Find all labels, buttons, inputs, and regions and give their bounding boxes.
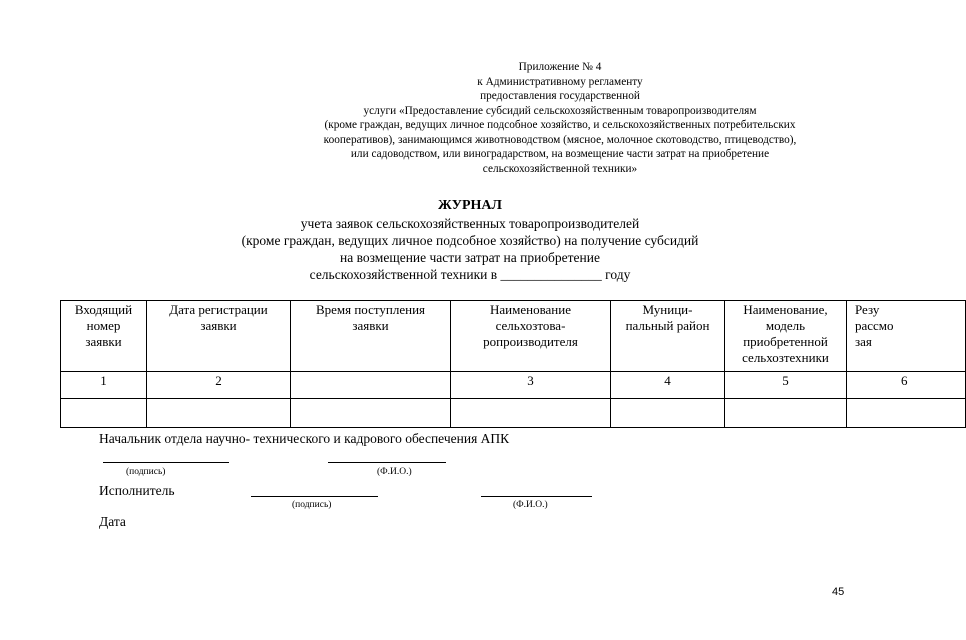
- header-line: Резу: [855, 302, 880, 317]
- appendix-line: (кроме граждан, ведущих личное подсобное хозяйство, и сельскохозяйственных потребительских: [324, 119, 796, 131]
- appendix-line: услуги «Предоставление субсидий сельскохозяйственным товаропроизводителям: [363, 104, 757, 117]
- fio-caption: (Ф.И.О.): [377, 467, 412, 477]
- header-line: заявки: [200, 318, 237, 333]
- header-line: рассмо: [855, 318, 894, 333]
- table-cell: [847, 399, 966, 428]
- appendix-line: сельскохозяйственной техники»: [482, 162, 638, 175]
- header-line: сельхозтова-: [495, 318, 566, 333]
- table-cell: [291, 399, 451, 428]
- table-cell: [61, 399, 147, 428]
- header-line: номер: [86, 318, 121, 333]
- column-number-cell: 3: [451, 372, 611, 399]
- header-line: Время поступления: [315, 302, 426, 317]
- table-cell: [451, 399, 611, 428]
- page-number: 45: [832, 586, 845, 598]
- column-number-cell: 1: [61, 372, 147, 399]
- journal-subtitle-line: на возмещение части затрат на приобретение: [340, 250, 600, 265]
- column-number-cell: 5: [725, 372, 847, 399]
- header-line: зая: [855, 334, 872, 349]
- signature-caption: (подпись): [126, 467, 166, 477]
- journal-subtitle-line: сельскохозяйственной техники в _______________ году: [309, 267, 631, 282]
- journal-subtitle: [150, 215, 790, 283]
- fio-line: [328, 462, 446, 463]
- journal-subtitle-line: учета заявок сельскохозяйственных товаропроизводителей: [300, 216, 640, 231]
- log-table: [60, 300, 966, 428]
- fio-line: [481, 496, 592, 497]
- appendix-line: Приложение № 4: [518, 61, 602, 73]
- table-cell: [611, 399, 725, 428]
- appendix-line: предоставления государственной: [480, 90, 640, 102]
- signature-line: [103, 462, 229, 463]
- header-line: заявки: [85, 334, 122, 349]
- column-number-cell: [291, 372, 451, 399]
- header-line: Муници-: [642, 302, 693, 317]
- header-line: Наименование,: [743, 302, 828, 317]
- signature-caption: (подпись): [292, 500, 332, 510]
- header-cell: [61, 301, 147, 372]
- header-line: заявки: [352, 318, 389, 333]
- column-number-row: [61, 372, 966, 399]
- journal-subtitle-line: (кроме граждан, ведущих личное подсобное хозяйство) на получение субсидий: [241, 233, 699, 248]
- table-header-row: [61, 301, 966, 372]
- column-number-cell: 4: [611, 372, 725, 399]
- header-cell: [451, 301, 611, 372]
- header-line: Входящий: [74, 302, 133, 317]
- header-cell: [147, 301, 291, 372]
- header-line: ропроизводителя: [483, 334, 578, 349]
- journal-title: ЖУРНАЛ: [438, 198, 502, 213]
- header-line: сельхозтехники: [742, 350, 829, 365]
- column-number-cell: 2: [147, 372, 291, 399]
- column-number-cell: 6: [847, 372, 966, 399]
- table-cell: [147, 399, 291, 428]
- appendix-line: или садоводством, или виноградарством, на возмещение части затрат на приобретение: [350, 148, 770, 160]
- table-row: [61, 399, 966, 428]
- head-of-department-label: Начальник отдела научно- технического и кадрового обеспечения АПК: [99, 431, 510, 446]
- header-cell: [611, 301, 725, 372]
- appendix-block: [230, 60, 890, 176]
- date-label: Дата: [99, 514, 126, 529]
- appendix-line: кооперативов), занимающимся животноводством (мясное, молочное скотоводство, птицеводство),: [323, 133, 797, 146]
- header-line: Дата регистрации: [169, 302, 268, 317]
- appendix-line: к Административному регламенту: [477, 75, 643, 88]
- header-line: пальный район: [625, 318, 710, 333]
- log-table-container: [60, 300, 908, 432]
- executor-label: Исполнитель: [99, 483, 175, 498]
- header-line: модель: [765, 318, 806, 333]
- header-line: Наименование: [490, 302, 571, 317]
- table-cell: [725, 399, 847, 428]
- fio-caption: (Ф.И.О.): [513, 500, 548, 510]
- header-cell: [291, 301, 451, 372]
- header-line: приобретенной: [743, 334, 828, 349]
- signature-line: [251, 496, 378, 497]
- header-cell: [847, 301, 966, 372]
- header-cell: [725, 301, 847, 372]
